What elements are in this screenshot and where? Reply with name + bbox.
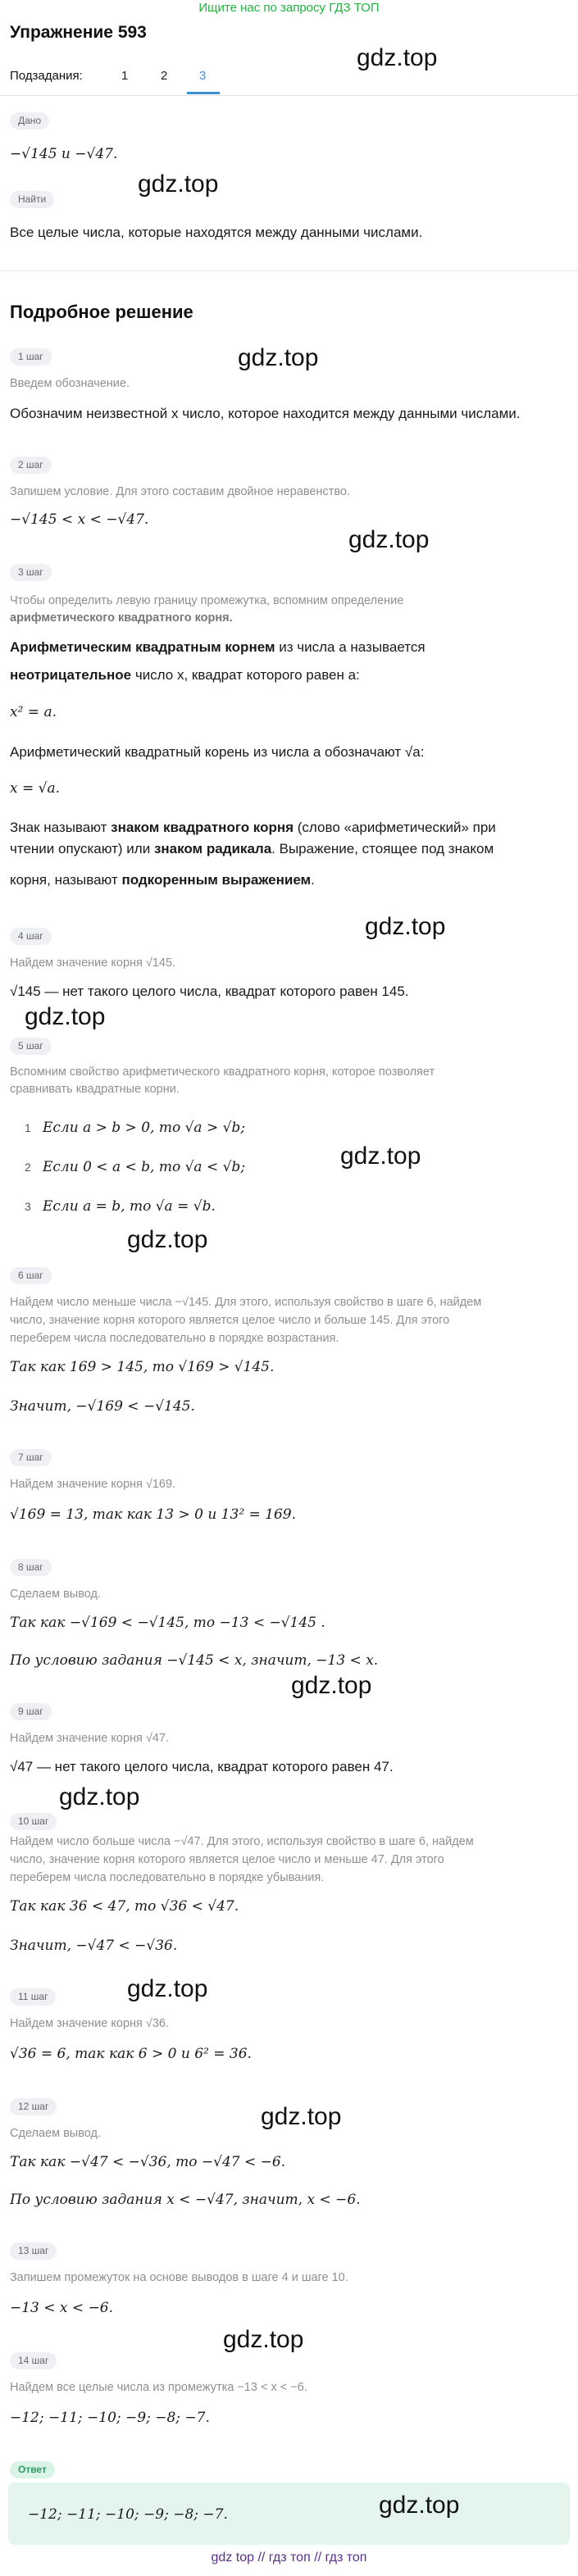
watermark: gdz.top bbox=[238, 344, 319, 371]
page-title: Упражнение 593 bbox=[10, 23, 147, 42]
step-pill: 7 шаг bbox=[10, 1449, 52, 1466]
step-pill: 9 шаг bbox=[10, 1703, 52, 1720]
step-hint: число, значение корня которого является целое число и меньше 47. Для этого bbox=[10, 1853, 444, 1866]
answer-pill: Ответ bbox=[10, 2461, 55, 2478]
watermark: gdz.top bbox=[127, 1226, 208, 1253]
solution-title: Подробное решение bbox=[10, 302, 193, 322]
list-number: 1 bbox=[25, 1121, 31, 1134]
divider bbox=[0, 270, 578, 271]
step-formula: Значит, −√47 < −√36. bbox=[10, 1938, 178, 1954]
step-text: Обозначим неизвестной x число, которое находится между данными числами. bbox=[10, 406, 521, 421]
step-hint: число, значение корня которого является целое число и больше 145. Для этого bbox=[10, 1314, 450, 1327]
step-pill: 4 шаг bbox=[10, 928, 52, 945]
subtask-tab-1[interactable]: 1 bbox=[121, 69, 129, 83]
subtask-tab-3[interactable]: 3 bbox=[199, 69, 207, 83]
given-pill: Дано bbox=[10, 112, 49, 129]
watermark: gdz.top bbox=[25, 1003, 106, 1030]
term: знаком квадратного корня bbox=[111, 820, 294, 835]
step-text: число x, квадрат которого равен a: bbox=[131, 667, 360, 683]
list-item: Если 0 < a < b, то √a < √b; bbox=[42, 1159, 246, 1175]
step-hint: сравнивать квадратные корни. bbox=[10, 1083, 180, 1096]
step-formula: Так как −√169 < −√145, то −13 < −√145 . bbox=[10, 1615, 325, 1631]
step-hint: Найдем число меньше числа −√145. Для этого, используя свойство в шаге 6, найдем bbox=[10, 1296, 482, 1309]
watermark: gdz.top bbox=[340, 1143, 421, 1170]
step-formula: Так как 36 < 47, то √36 < √47. bbox=[10, 1898, 239, 1915]
step-hint: Найдем значение корня √47. bbox=[10, 1732, 170, 1745]
term: Арифметическим квадратным корнем bbox=[10, 639, 275, 655]
step-hint: Сделаем вывод. bbox=[10, 1588, 102, 1601]
step-text: . bbox=[311, 872, 315, 888]
step-pill: 14 шаг bbox=[10, 2352, 57, 2369]
step-text: Знак называют bbox=[10, 820, 112, 835]
step-pill: 6 шаг bbox=[10, 1267, 52, 1284]
search-banner[interactable]: Ищите нас по запросу ГДЗ ТОП bbox=[198, 1, 380, 15]
step-pill: 10 шаг bbox=[10, 1813, 57, 1830]
step-hint: Запишем промежуток на основе выводов в шаге 4 и шаге 10. bbox=[10, 2271, 348, 2284]
step-hint: арифметического квадратного корня. bbox=[10, 611, 233, 625]
divider bbox=[0, 95, 578, 96]
step-pill: 3 шаг bbox=[10, 564, 52, 581]
step-text: (слово «арифметический» при bbox=[294, 820, 496, 835]
term: неотрицательное bbox=[10, 667, 132, 683]
watermark: gdz.top bbox=[127, 1975, 208, 2002]
footer-links[interactable]: gdz top // гдз топ // гдз топ bbox=[211, 2551, 367, 2565]
step-hint: Вспомним свойство арифметического квадратного корня, которое позволяет bbox=[10, 1065, 435, 1079]
step-formula: Так как −√47 < −√36, то −√47 < −6. bbox=[10, 2154, 286, 2170]
step-text: Арифметический квадратный корень из числа a обозначают √a: bbox=[10, 744, 425, 760]
watermark: gdz.top bbox=[379, 2492, 460, 2519]
step-hint: Найдем число больше числа −√47. Для этого, используя свойство в шаге 6, найдем bbox=[10, 1835, 474, 1848]
watermark: gdz.top bbox=[138, 170, 219, 198]
list-number: 2 bbox=[25, 1161, 31, 1174]
step-formula: −13 < x < −6. bbox=[10, 2300, 114, 2316]
step-formula: Так как 169 > 145, то √169 > √145. bbox=[10, 1359, 275, 1375]
watermark: gdz.top bbox=[59, 1783, 140, 1810]
active-tab-indicator bbox=[187, 92, 220, 94]
step-pill: 13 шаг bbox=[10, 2242, 57, 2260]
step-formula: Значит, −√169 < −√145. bbox=[10, 1398, 195, 1415]
step-pill: 8 шаг bbox=[10, 1559, 52, 1576]
watermark: gdz.top bbox=[223, 2326, 304, 2353]
find-pill: Найти bbox=[10, 191, 54, 208]
subtasks-label: Подзадания: bbox=[10, 69, 83, 83]
step-text: чтении опускают) или bbox=[10, 841, 154, 856]
step-formula: −12; −11; −10; −9; −8; −7. bbox=[10, 2410, 210, 2426]
answer-text: −12; −11; −10; −9; −8; −7. bbox=[28, 2506, 228, 2523]
step-pill: 5 шаг bbox=[10, 1038, 52, 1055]
watermark: gdz.top bbox=[357, 44, 438, 71]
step-hint: Найдем значение корня √36. bbox=[10, 2017, 170, 2030]
step-hint: Запишем условие. Для этого составим двойное неравенство. bbox=[10, 485, 350, 498]
watermark: gdz.top bbox=[348, 526, 430, 553]
step-hint: Найдем значение корня √145. bbox=[10, 956, 176, 970]
step-hint: Найдем все целые числа из промежутка −13 < x < −6. bbox=[10, 2381, 307, 2394]
step-text: из числа a называется bbox=[275, 639, 426, 655]
step-formula: x = √a. bbox=[10, 780, 61, 797]
step-pill: 12 шаг bbox=[10, 2098, 57, 2115]
step-formula: x² = a. bbox=[10, 704, 57, 720]
step-hint: переберем числа последовательно в порядке убывания. bbox=[10, 1871, 325, 1884]
step-pill: 1 шаг bbox=[10, 348, 52, 366]
step-hint: Сделаем вывод. bbox=[10, 2127, 102, 2140]
step-formula: По условию задания −√145 < x, значит, −13 < x. bbox=[10, 1652, 379, 1669]
step-text: . Выражение, стоящее под знаком bbox=[271, 841, 494, 856]
list-item: Если a > b > 0, то √a > √b; bbox=[42, 1120, 246, 1136]
term: знаком радикала bbox=[153, 841, 272, 856]
step-hint: Найдем значение корня √169. bbox=[10, 1478, 176, 1491]
step-text: корня, называют bbox=[10, 872, 122, 888]
step-formula: √36 = 6, так как 6 > 0 и 6² = 36. bbox=[10, 2046, 252, 2062]
step-text: √145 — нет такого целого числа, квадрат которого равен 145. bbox=[10, 984, 409, 999]
list-item: Если a = b, то √a = √b. bbox=[42, 1198, 216, 1215]
watermark: gdz.top bbox=[291, 1672, 372, 1699]
subtask-tab-2[interactable]: 2 bbox=[161, 69, 168, 83]
term: подкоренным выражением bbox=[121, 872, 312, 888]
step-formula: √169 = 13, так как 13 > 0 и 13² = 169. bbox=[10, 1506, 297, 1523]
step-formula: −√145 < x < −√47. bbox=[10, 511, 149, 528]
step-hint: переберем числа последовательно в порядке возрастания. bbox=[10, 1332, 339, 1345]
list-number: 3 bbox=[25, 1200, 31, 1213]
step-formula: По условию задания x < −√47, значит, x < −6. bbox=[10, 2192, 361, 2208]
step-pill: 11 шаг bbox=[10, 1988, 56, 2006]
step-hint: Чтобы определить левую границу промежутка, вспомним определение bbox=[10, 594, 404, 607]
step-pill: 2 шаг bbox=[10, 457, 52, 474]
step-hint: Введем обозначение. bbox=[10, 377, 130, 390]
find-text: Все целые числа, которые находятся между данными числами. bbox=[10, 225, 423, 240]
watermark: gdz.top bbox=[261, 2103, 342, 2130]
step-text: √47 — нет такого целого числа, квадрат которого равен 47. bbox=[10, 1759, 394, 1774]
watermark: gdz.top bbox=[365, 913, 446, 940]
given-text: −√145 и −√47. bbox=[10, 146, 118, 162]
